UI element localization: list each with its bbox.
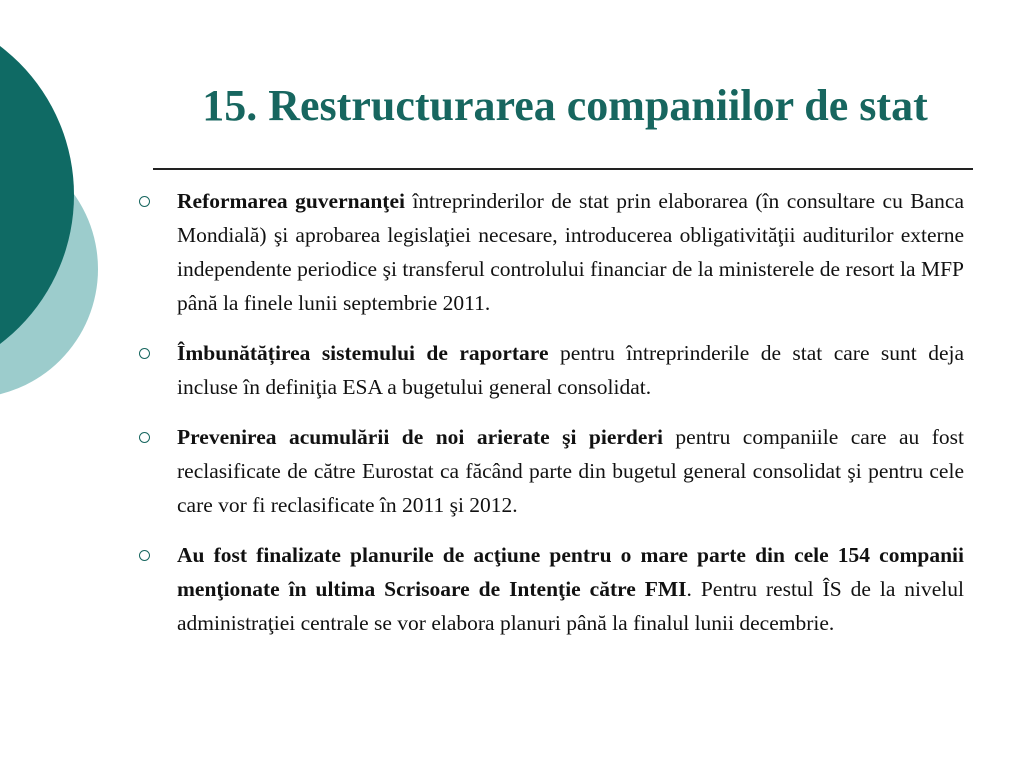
slide-title: 15. Restructurarea companiilor de stat (202, 81, 928, 130)
hollow-circle-bullet-icon (139, 432, 150, 443)
hollow-circle-bullet-icon (139, 348, 150, 359)
bullet-list (134, 184, 964, 656)
bullet-body: întreprinderilor de stat prin elaborarea (în consultare cu Banca Mondială) şi aprobarea legislaţiei necesare, introducerea obligativităţii auditurilor externe independente periodice şi transferul controlului financiar de la ministerele de resort la MFP până la finele lunii septembrie 2011. (177, 189, 964, 315)
bullet-item (134, 420, 964, 522)
bullet-body: pentru companiile care au fost reclasificate de către Eurostat ca făcând parte din bugetul general consolidat şi pentru cele care vor fi reclasificate în 2011 şi 2012. (177, 425, 965, 517)
hollow-circle-bullet-icon (139, 196, 150, 207)
bullet-item (134, 184, 964, 320)
bullet-bold-lead: Îmbunătățirea sistemului de raportare (177, 341, 549, 365)
bullet-bold-lead: Prevenirea acumulării de noi arierate şi pierderi (177, 425, 663, 449)
bullet-bold-lead: Reformarea guvernanţei (177, 189, 405, 213)
bullet-body: . Pentru restul ÎS de la nivelul administraţiei centrale se vor elabora planuri până la finalul lunii decembrie. (177, 577, 964, 635)
bullet-item (134, 538, 964, 640)
hollow-circle-bullet-icon (139, 550, 150, 561)
bullet-text (177, 420, 964, 522)
bullet-text (177, 538, 964, 640)
bullet-body: pentru întreprinderile de stat care sunt deja incluse în definiţia ESA a bugetului general consolidat. (177, 341, 964, 399)
bullet-bold-lead: Au fost finalizate planurile de acţiune pentru o mare parte din cele 154 companii menţionate în ultima Scrisoare de Intenţie către FMI (177, 543, 964, 601)
bullet-text (177, 336, 964, 404)
title-divider (153, 168, 973, 170)
bullet-item (134, 336, 964, 404)
bullet-text (177, 184, 964, 320)
